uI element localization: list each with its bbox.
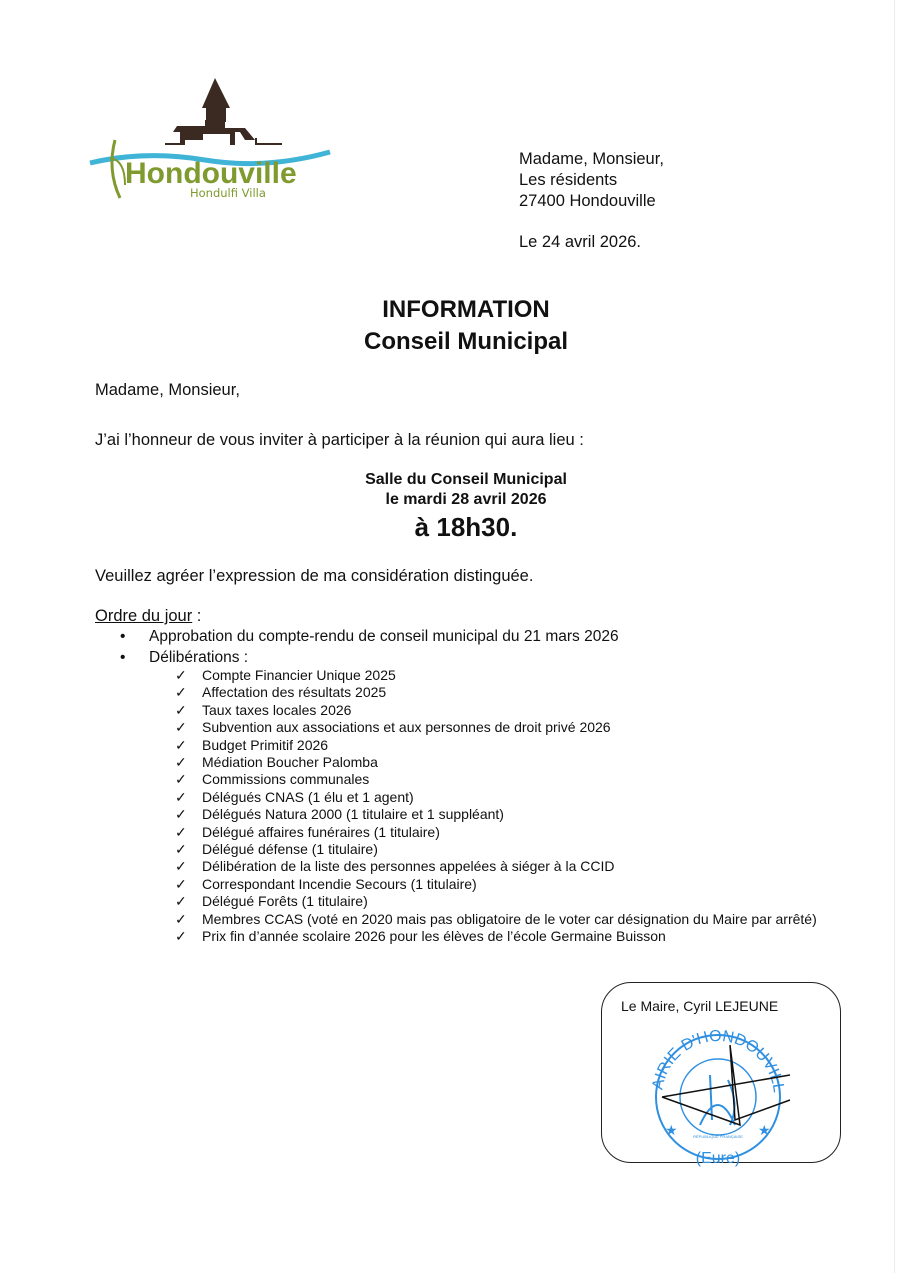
logo-name: Hondouville xyxy=(125,157,297,190)
deliberation-item xyxy=(175,841,835,858)
bullet-icon: • xyxy=(120,628,126,645)
checkmark-icon: ✓ xyxy=(175,841,187,858)
svg-text:★: ★ xyxy=(758,1122,771,1138)
deliberation-text: Membres CCAS (voté en 2020 mais pas obligatoire de le voter car désignation du Maire par arrêté) xyxy=(202,910,817,927)
letter-date: Le 24 avril 2026. xyxy=(519,233,642,251)
agenda-heading-suffix: : xyxy=(192,607,202,625)
hondouville-logo xyxy=(85,70,335,210)
checkmark-icon: ✓ xyxy=(175,858,187,875)
deliberation-text: Délégués Natura 2000 (1 titulaire et 1 suppléant) xyxy=(202,806,504,823)
checkmark-icon: ✓ xyxy=(175,806,187,823)
deliberation-text: Délégués CNAS (1 élu et 1 agent) xyxy=(202,788,414,805)
stamp-region: (Eure) xyxy=(695,1150,741,1167)
meeting-time: à 18h30. xyxy=(414,512,518,542)
checkmark-icon: ✓ xyxy=(175,667,187,683)
deliberation-item xyxy=(175,719,835,736)
deliberation-text: Délégué Forêts (1 titulaire) xyxy=(202,893,368,910)
deliberation-item xyxy=(175,928,835,945)
deliberation-text: Délibération de la liste des personnes appelées à siéger à la CCID xyxy=(202,858,615,875)
logo-motto: Hondulfi Villa xyxy=(190,186,266,200)
deliberation-item xyxy=(175,824,835,841)
checkmark-icon: ✓ xyxy=(175,701,187,718)
checkmark-icon: ✓ xyxy=(175,684,187,701)
agenda-heading xyxy=(95,607,201,626)
checkmark-icon: ✓ xyxy=(175,788,187,805)
deliberation-item xyxy=(175,702,835,719)
deliberation-text: Correspondant Incendie Secours (1 titulaire) xyxy=(202,875,477,892)
agenda-heading-label: Ordre du jour xyxy=(95,607,193,625)
checkmark-icon: ✓ xyxy=(175,928,187,945)
meeting-date: le mardi 28 avril 2026 xyxy=(385,491,547,508)
agenda-bullet xyxy=(120,628,619,646)
deliberation-text: Délégué défense (1 titulaire) xyxy=(202,841,378,858)
stamp-text: AIRIE D'HONDOUVILL xyxy=(649,1027,787,1094)
deliberation-item xyxy=(175,771,835,788)
deliberation-item xyxy=(175,858,835,875)
stamp-small: RÉPUBLIQUE FRANÇAISE xyxy=(693,1134,743,1139)
deliberation-item xyxy=(175,893,835,910)
deliberation-item xyxy=(175,911,835,928)
deliberation-text: Médiation Boucher Palomba xyxy=(202,754,378,771)
closing-text: Veuillez agréer l’expression de ma considération distinguée. xyxy=(95,567,534,585)
deliberation-text: Compte Financier Unique 2025 xyxy=(202,667,396,683)
checkmark-icon: ✓ xyxy=(175,736,187,753)
deliberation-text: Commissions communales xyxy=(202,771,370,788)
scan-edge xyxy=(894,0,895,1273)
deliberation-item xyxy=(175,806,835,823)
mayor-name: Le Maire, Cyril LEJEUNE xyxy=(621,998,779,1014)
deliberation-list xyxy=(175,667,835,946)
checkmark-icon: ✓ xyxy=(175,771,187,788)
deliberation-item xyxy=(175,737,835,754)
address-line: Madame, Monsieur, xyxy=(519,150,664,168)
checkmark-icon: ✓ xyxy=(175,893,187,910)
checkmark-icon: ✓ xyxy=(175,875,187,892)
deliberation-item xyxy=(175,876,835,893)
bullet-icon: • xyxy=(120,649,126,666)
title-line1: INFORMATION xyxy=(382,296,550,323)
checkmark-icon: ✓ xyxy=(175,754,187,771)
bullet-text: Délibérations : xyxy=(149,649,249,666)
invitation-text: J’ai l’honneur de vous inviter à participer à la réunion qui aura lieu : xyxy=(95,431,584,449)
deliberation-text: Affectation des résultats 2025 xyxy=(202,684,387,701)
checkmark-icon: ✓ xyxy=(175,910,187,927)
deliberation-text: Prix fin d’année scolaire 2026 pour les élèves de l’école Germaine Buisson xyxy=(202,928,666,945)
deliberation-text: Délégué affaires funéraires (1 titulaire) xyxy=(202,823,440,840)
agenda-bullet xyxy=(120,649,248,667)
deliberation-text: Subvention aux associations et aux personnes de droit privé 2026 xyxy=(202,719,611,736)
meeting-place: Salle du Conseil Municipal xyxy=(365,471,567,488)
deliberation-text: Budget Primitif 2026 xyxy=(202,736,329,753)
deliberation-item xyxy=(175,684,835,701)
deliberation-item xyxy=(175,754,835,771)
address-line: Les résidents xyxy=(519,171,618,189)
salutation: Madame, Monsieur, xyxy=(95,381,240,399)
checkmark-icon: ✓ xyxy=(175,823,187,840)
bullet-text: Approbation du compte-rendu de conseil municipal du 21 mars 2026 xyxy=(149,628,619,645)
deliberation-item xyxy=(175,667,835,684)
deliberation-item xyxy=(175,789,835,806)
checkmark-icon: ✓ xyxy=(175,719,187,736)
deliberation-text: Taux taxes locales 2026 xyxy=(202,701,352,718)
svg-text:★: ★ xyxy=(665,1122,678,1138)
mayor-stamp xyxy=(640,1025,810,1175)
title-line2: Conseil Municipal xyxy=(363,328,569,355)
recipient-address xyxy=(519,149,664,212)
address-line: 27400 Hondouville xyxy=(519,192,656,210)
